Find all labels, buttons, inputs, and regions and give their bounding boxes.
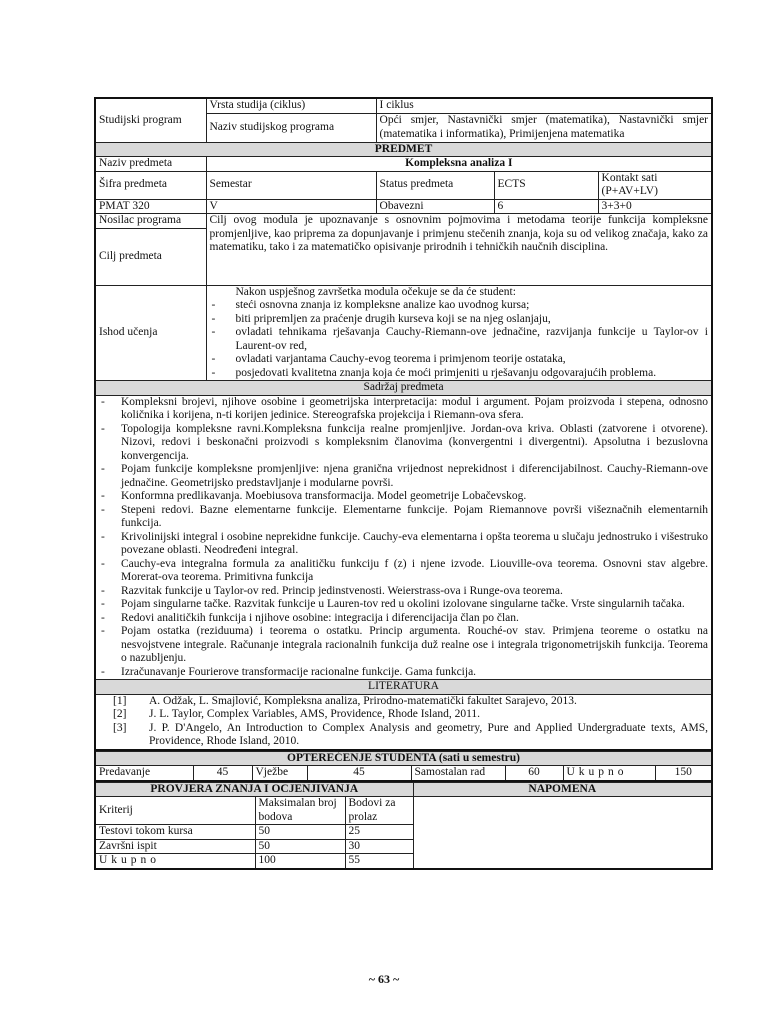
literature-heading-row — [95, 680, 712, 695]
pass-points-cell: 55 — [345, 854, 413, 869]
content-item: - Redovi analitičkih funkcija i njihove osobine: integracija i diferencijacija član po član. — [99, 612, 708, 626]
content-heading: Sadržaj predmeta — [95, 381, 712, 396]
status-value: Obavezni — [376, 199, 494, 214]
reference-text: A. Odžak, L. Smajlović, Kompleksna analiza, Prirodno-matematički fakultet Sarajevo, 2013. — [149, 694, 577, 707]
outcome-item: - ovladati varjantama Cauchy-evog teorema i primjenom teorije ostataka, — [210, 353, 709, 367]
learning-outcome-intro: Nakon uspješnog završetka modula očekuje se da će student: — [235, 285, 516, 298]
page-number: ~ 63 ~ — [368, 972, 400, 986]
total-label: Ukupno — [563, 766, 655, 781]
literature-heading: LITERATURA — [95, 680, 712, 695]
content-heading-row — [95, 381, 712, 396]
outcome-item: - steći osnovna znanja iz kompleksne analize kao uvodnog kursa; — [210, 299, 709, 313]
reference-item — [99, 708, 708, 722]
course-name-row — [95, 157, 712, 172]
workload-heading-row — [95, 751, 712, 766]
program-name-label: Naziv studijskog programa — [206, 113, 376, 142]
criterion-column-header: Kriterij — [95, 797, 255, 825]
content-item: - Pojam funkcije kompleksne promjenljive: njena granična vrijednost neprekidnost i diferencijabilnost. Cauchy-Riemann-ove jednačine. Geometrijsko predstavljanje i modularne površi. — [99, 463, 708, 490]
content-item: - Krivolinijski integral i osobine neprekidne funkcije. Cauchy-eva elementarna i opšta teorema u slučaju jednostruko i višestruko povezane oblasti. Neodređeni integral. — [99, 531, 708, 558]
literature-list — [99, 695, 708, 749]
content-item: - Izračunavanje Fourierove transformacije racionalne funkcije. Gama funkcija. — [99, 666, 708, 680]
course-goal-text: Cilj ovog modula je upoznavanje s osnovnim pojmovima i metodama teorije funkcija kompleksne promjenljive, kao priprema za dopunjavanje i primjenu stečenih znanja, koja su od velikog značaja, kako za matematiku, tako i za matematičko opisivanje prirodnih i tehničkih naučnih disciplina. — [206, 214, 712, 286]
course-attributes-value-row — [95, 199, 712, 214]
contact-hours-value: 3+3+0 — [598, 199, 712, 214]
learning-outcome-row — [95, 285, 712, 381]
workload-heading: OPTEREĆENJE STUDENTA (sati u semestru) — [95, 751, 712, 766]
note-cell — [413, 797, 712, 869]
course-holder-label: Nosilac programa — [95, 214, 206, 229]
semester-value: V — [206, 199, 376, 214]
predmet-heading: PREDMET — [95, 142, 712, 157]
outcome-item: - biti pripremljen za praćenje drugih kurseva koji se na njeg oslanjaju, — [210, 313, 709, 327]
learning-outcome-list — [210, 299, 709, 380]
pass-points-column-header: Bodovi za prolaz — [345, 797, 413, 825]
lectures-label: Predavanje — [95, 766, 193, 781]
status-label: Status predmeta — [376, 171, 494, 199]
learning-outcome-cell — [206, 285, 712, 381]
literature-cell — [95, 694, 712, 750]
course-goal-label: Cilj predmeta — [95, 228, 206, 285]
content-item: - Razvitak funkcije u Taylor-ov red. Princip jedinstvenosti. Weierstrass-ova i Runge-ova teorema. — [99, 585, 708, 599]
ects-label: ECTS — [494, 171, 598, 199]
workload-table — [94, 751, 713, 782]
course-code-label: Šifra predmeta — [95, 171, 206, 199]
pass-points-cell: 25 — [345, 825, 413, 840]
learning-outcome-label: Ishod učenja — [95, 285, 206, 381]
content-item: - Pojam ostatka (reziduuma) i teorema o ostatku. Princip argumenta. Rouché-ov stav. Primjena teoreme o ostatku na nesvojstvene integrale. Računanje integrala racionalnih funkcija duž realne ose i integrala trigonometrijskih funkcija. Teorema o nazubljenju. — [99, 625, 708, 666]
study-type-row — [95, 98, 712, 113]
content-list — [99, 396, 708, 680]
literature-row — [95, 694, 712, 750]
self-study-hours: 60 — [505, 766, 563, 781]
assessment-header-row — [95, 797, 712, 825]
criterion-cell: Ukupno — [95, 854, 255, 869]
outcome-item: - posjedovati kvalitetna znanja koja će moći primjeniti u rješavanju odgovarajućih problema. — [210, 367, 709, 381]
reference-number: [1] — [113, 694, 127, 707]
assessment-heading-row — [95, 782, 712, 797]
exercises-hours: 45 — [307, 766, 411, 781]
reference-text: J. P. D'Angelo, An Introduction to Complex Analysis and geometry, Pure and Applied Undergraduate texts, AMS, Providence, Rhode Island, 2010. — [149, 721, 709, 747]
workload-row — [95, 766, 712, 781]
program-name-value: Opći smjer, Nastavnički smjer (matematika), Nastavnički smjer (matematika i informatika), Primijenjena matematika — [376, 113, 712, 142]
ects-value: 6 — [494, 199, 598, 214]
max-points-cell: 50 — [255, 839, 345, 854]
reference-item — [99, 722, 708, 749]
content-item: - Stepeni redovi. Bazne elementarne funkcije. Elementarne funkcije. Pojam Riemannove površi višeznačnih elementarnih funkcija. — [99, 504, 708, 531]
reference-number: [3] — [113, 721, 127, 734]
content-cell — [95, 395, 712, 680]
criterion-cell: Testovi tokom kursa — [95, 825, 255, 840]
course-attributes-header-row — [95, 171, 712, 199]
content-row — [95, 395, 712, 680]
reference-number: [2] — [113, 708, 127, 720]
note-heading: NAPOMENA — [413, 782, 712, 797]
max-points-column-header: Maksimalan broj bodova — [255, 797, 345, 825]
outcome-item: - ovladati tehnikama rješavanja Cauchy-Riemann-ove jednačine, razvijanja funkcije u Taylor-ov i Laurent-ov red, — [210, 326, 709, 353]
pass-points-cell: 30 — [345, 839, 413, 854]
content-item: - Pojam singularne tačke. Razvitak funkcije u Lauren-tov red u okolini izolovane singularne tačke. Vrste singularnih tačaka. — [99, 598, 708, 612]
max-points-cell: 50 — [255, 825, 345, 840]
program-label: Studijski program — [95, 98, 206, 142]
content-item: - Kompleksni brojevi, njihove osobine i geometrijska interpretacija: modul i argument. Pojam proizvoda i stepena, odnosno količnika i korijena, n-ti korijen jedinice. Stereografska projekcija i Riemann-ova sfera. — [99, 396, 708, 423]
study-type-label: Vrsta studija (ciklus) — [206, 98, 376, 113]
content-item: - Topologija kompleksne ravni.Kompleksna funkcija realne promjenljive. Jordan-ova kriva. Oblasti (zatvorene i otvorene). Nizovi, redovi i beskonačni proizvodi s kompleksnim članovima (konvergentni i divergentni). Apsolutna i bezuslovna konvergencija. — [99, 423, 708, 464]
content-item: - Konformna predlikavanja. Moebiusova transformacija. Model geometrije Lobačevskog. — [99, 490, 708, 504]
course-holder-row — [95, 214, 712, 229]
study-type-value: I ciklus — [376, 98, 712, 113]
assessment-heading: PROVJERA ZNANJA I OCJENJIVANJA — [95, 782, 413, 797]
predmet-heading-row — [95, 142, 712, 157]
course-syllabus-sheet — [94, 97, 711, 870]
self-study-label: Samostalan rad — [411, 766, 505, 781]
semester-label: Semestar — [206, 171, 376, 199]
exercises-label: Vježbe — [252, 766, 307, 781]
course-code-value: PMAT 320 — [95, 199, 206, 214]
total-hours: 150 — [655, 766, 712, 781]
reference-text: J. L. Taylor, Complex Variables, AMS, Providence, Rhode Island, 2011. — [149, 708, 481, 720]
reference-item — [99, 695, 708, 709]
content-item: - Cauchy-eva integralna formula za analitičku funkciju f (z) i njene izvode. Liouville-ova teorema. Osnovni stav algebre. Morerat-ova teorema. Primitivna funkcija — [99, 558, 708, 585]
lectures-hours: 45 — [193, 766, 252, 781]
contact-hours-label: Kontakt sati (P+AV+LV) — [598, 171, 712, 199]
course-name-value: Kompleksna analiza I — [206, 157, 712, 172]
course-name-label: Naziv predmeta — [95, 157, 206, 172]
criterion-cell: Završni ispit — [95, 839, 255, 854]
syllabus-table — [94, 97, 713, 751]
max-points-cell: 100 — [255, 854, 345, 869]
assessment-table — [94, 782, 713, 870]
